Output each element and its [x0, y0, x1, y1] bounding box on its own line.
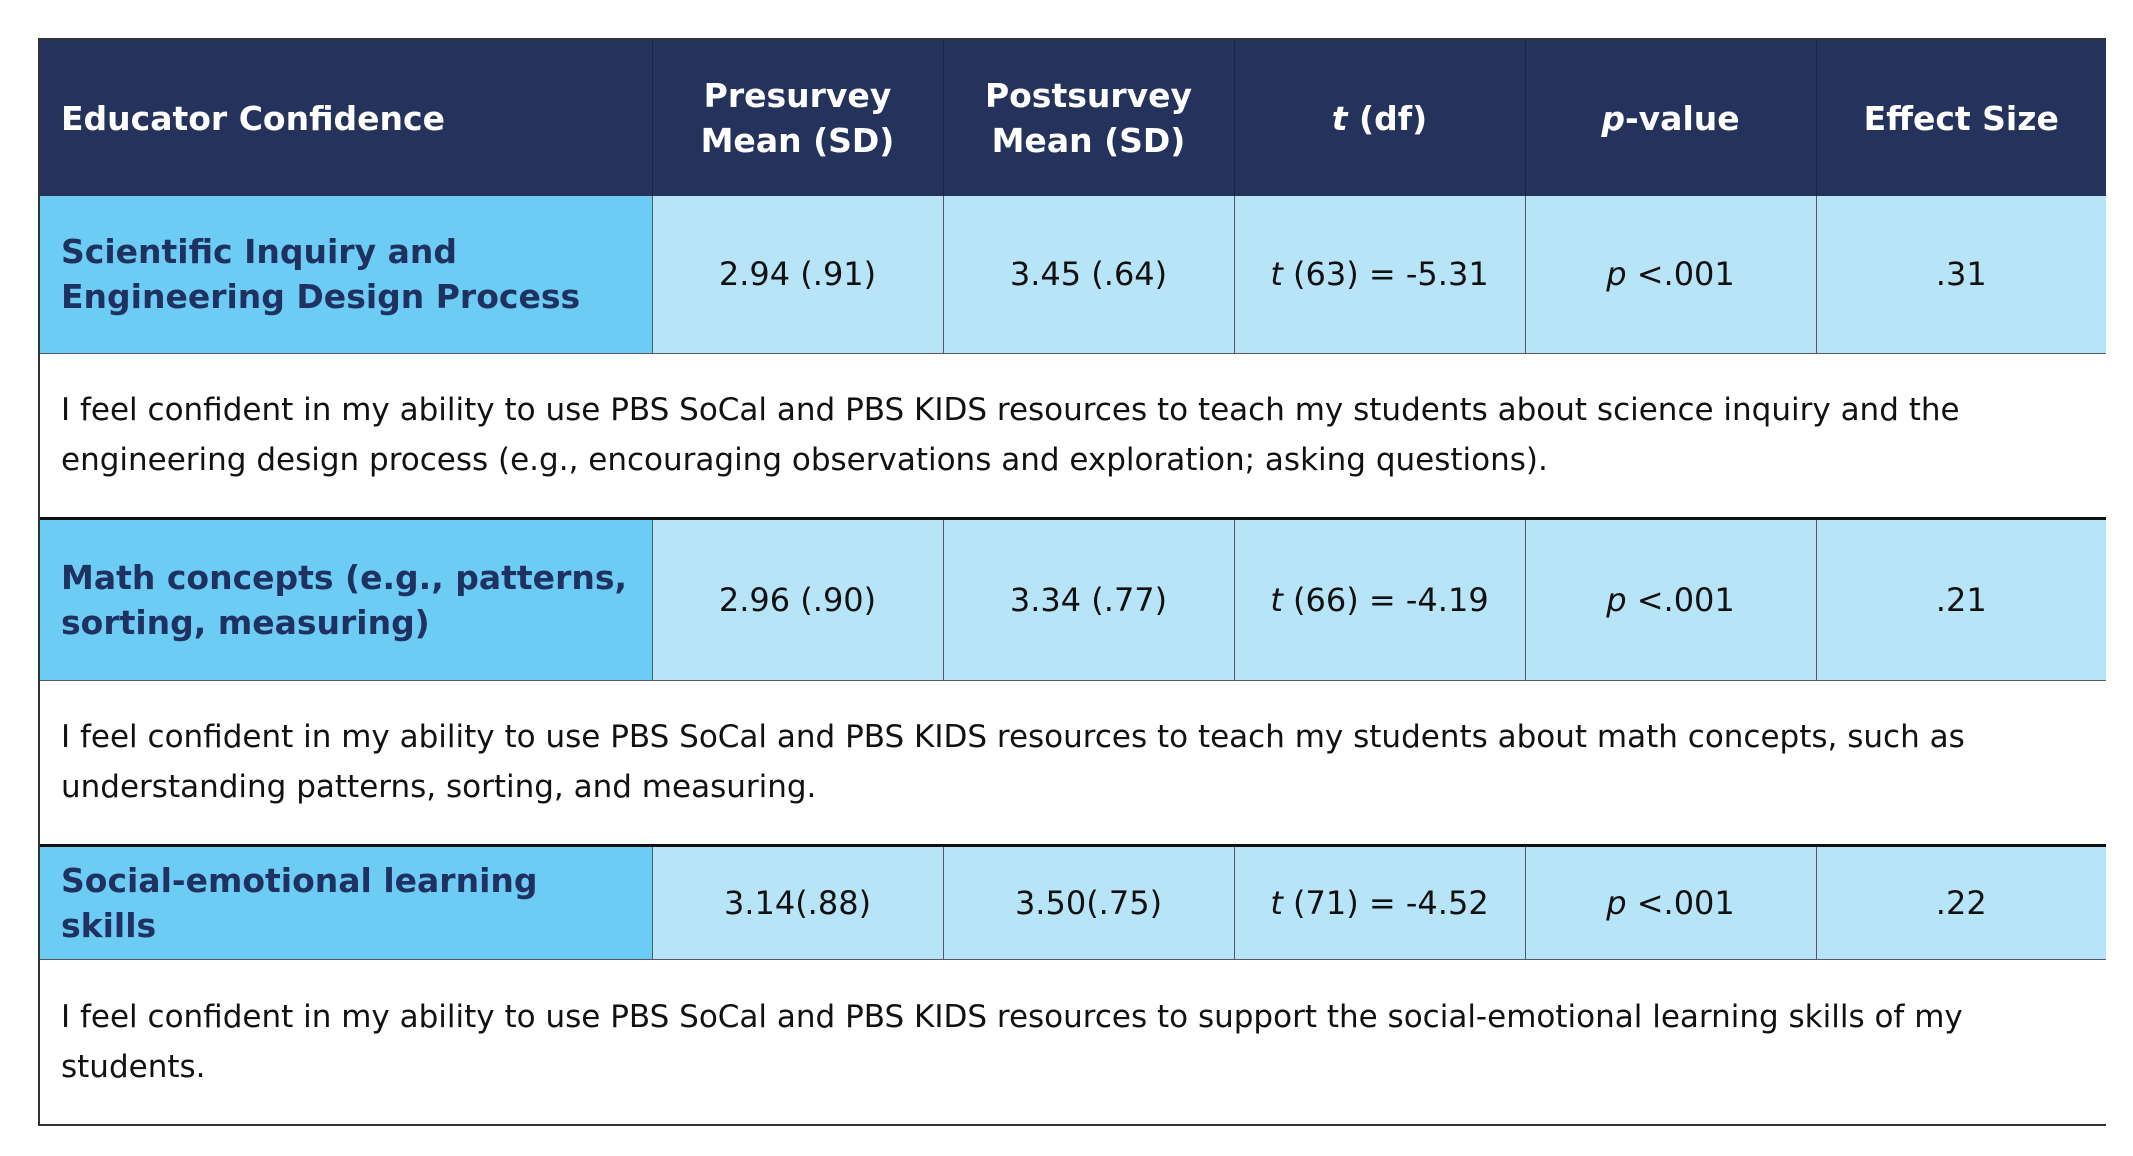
row-label: Math concepts (e.g., patterns, sorting, measuring) — [40, 518, 652, 680]
p-value: p <.001 — [1525, 196, 1816, 353]
header-educator-confidence: Educator Confidence — [40, 40, 652, 196]
effect-size-value: .31 — [1816, 196, 2106, 353]
description-row — [40, 353, 2106, 518]
header-postsurvey-mean: Postsurvey Mean (SD) — [943, 40, 1234, 196]
p-value: p <.001 — [1525, 518, 1816, 680]
header-p-value: p-value — [1525, 40, 1816, 196]
p-value: p <.001 — [1525, 845, 1816, 959]
table-row — [40, 196, 2106, 353]
table-row — [40, 518, 2106, 680]
presurvey-value: 3.14(.88) — [652, 845, 943, 959]
postsurvey-value: 3.34 (.77) — [943, 518, 1234, 680]
header-effect-size: Effect Size — [1816, 40, 2106, 196]
item-description: I feel confident in my ability to use PBS SoCal and PBS KIDS resources to support the social-emotional learning skills of my students. — [40, 959, 2106, 1124]
postsurvey-value: 3.45 (.64) — [943, 196, 1234, 353]
description-row — [40, 959, 2106, 1124]
row-label: Social-emotional learning skills — [40, 845, 652, 959]
item-description: I feel confident in my ability to use PBS SoCal and PBS KIDS resources to teach my students about math concepts, such as understanding patterns, sorting, and measuring. — [40, 680, 2106, 845]
t-statistic: t (71) = -4.52 — [1234, 845, 1525, 959]
table-row — [40, 845, 2106, 959]
t-statistic: t (66) = -4.19 — [1234, 518, 1525, 680]
effect-size-value: .21 — [1816, 518, 2106, 680]
item-description: I feel confident in my ability to use PBS SoCal and PBS KIDS resources to teach my students about science inquiry and the engineering design process (e.g., encouraging observations and exploration; asking questions). — [40, 353, 2106, 518]
educator-confidence-table — [40, 40, 2106, 1124]
t-statistic: t (63) = -5.31 — [1234, 196, 1525, 353]
results-table-container — [38, 38, 2106, 1126]
header-t-df: t (df) — [1234, 40, 1525, 196]
header-presurvey-mean: Presurvey Mean (SD) — [652, 40, 943, 196]
table-header-row — [40, 40, 2106, 196]
presurvey-value: 2.94 (.91) — [652, 196, 943, 353]
presurvey-value: 2.96 (.90) — [652, 518, 943, 680]
row-label: Scientific Inquiry and Engineering Design Process — [40, 196, 652, 353]
postsurvey-value: 3.50(.75) — [943, 845, 1234, 959]
effect-size-value: .22 — [1816, 845, 2106, 959]
description-row — [40, 680, 2106, 845]
